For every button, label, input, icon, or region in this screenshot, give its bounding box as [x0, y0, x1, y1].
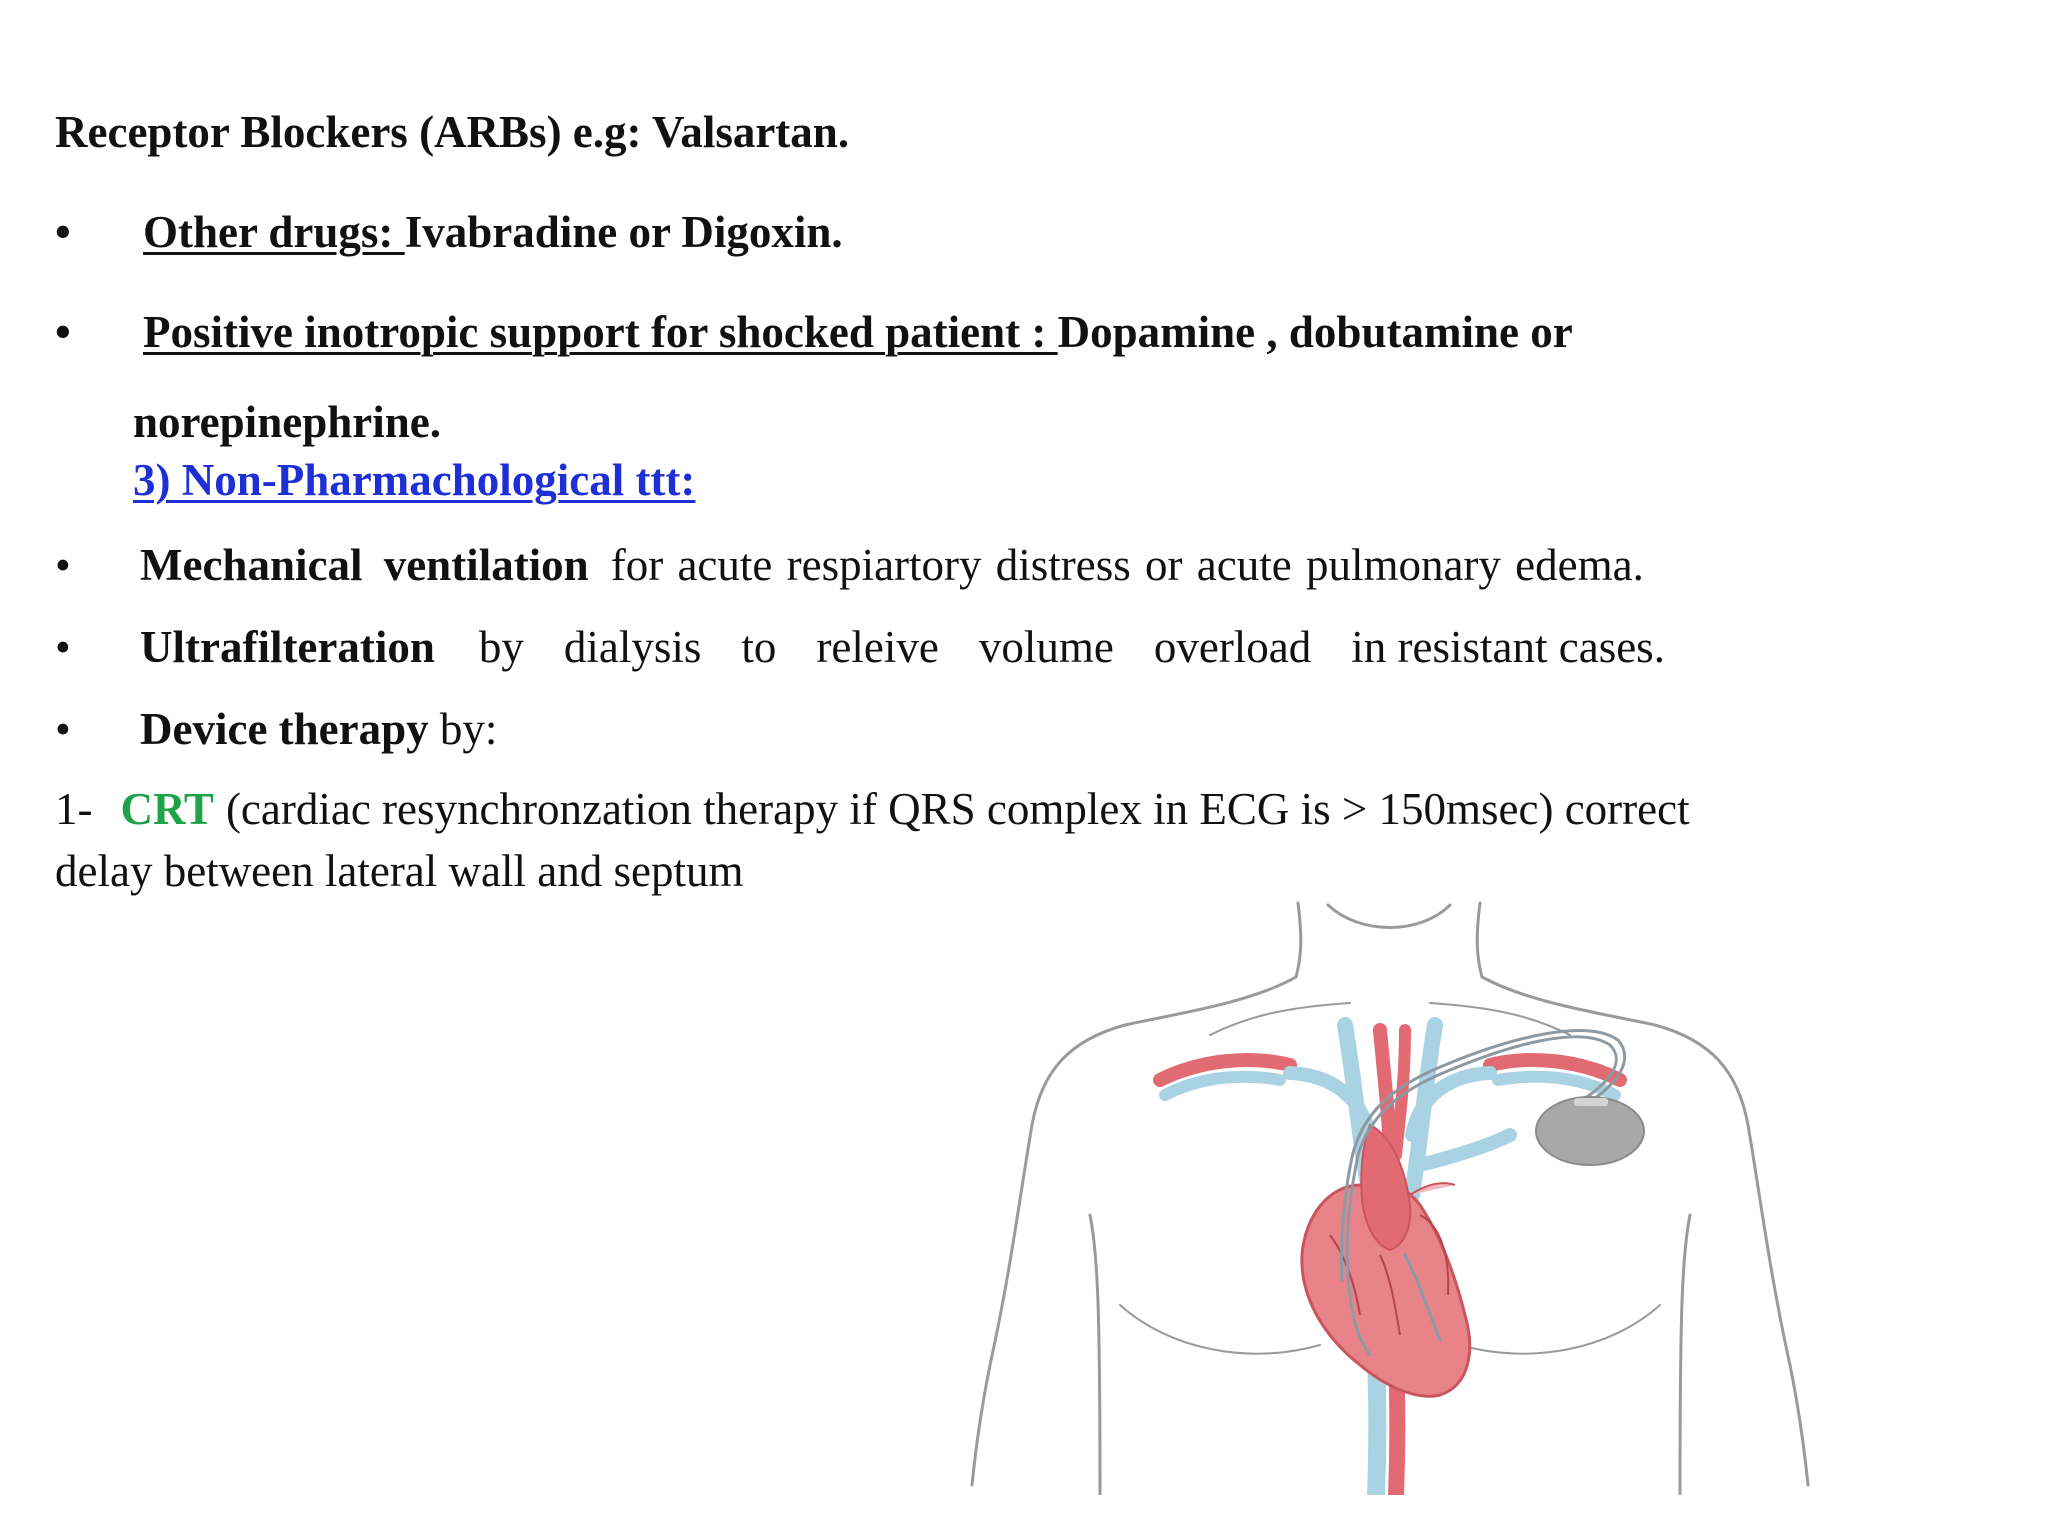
device-therapy-line: [55, 704, 498, 754]
ultra-word: dialysis: [563, 622, 702, 672]
inotropic-label: • Positive inotropic support for shocked patient :: [55, 307, 1058, 357]
crt-prefix: 1-: [55, 784, 93, 834]
crt-device-icon: [1536, 1097, 1644, 1165]
mechanical-ventilation-line: [55, 540, 1644, 590]
other-drugs-label: • Other drugs:: [55, 207, 405, 257]
arbs-line: [55, 107, 850, 157]
device-therapy-text: by:: [428, 704, 498, 754]
section-heading-line: [133, 455, 696, 505]
bullet-icon: •: [55, 307, 71, 357]
chest-heart-crt-illustration: [950, 895, 1830, 1495]
other-drugs-text: Ivabradine or Digoxin.: [404, 207, 843, 257]
mechanical-ventilation-label: Mechanical ventilation: [140, 540, 589, 590]
ultrafilteration-line: [55, 622, 1665, 672]
inotropic-line: [55, 307, 1573, 357]
arbs-text: Receptor Blockers (ARBs) e.g: Valsartan.: [55, 107, 850, 157]
crt-text: (cardiac resynchronzation therapy if QRS complex in ECG is > 150msec) correct: [225, 784, 1690, 834]
ultra-word: overload: [1153, 622, 1312, 672]
ultra-word: releive: [816, 622, 939, 672]
ultrafilteration-label: Ultrafilteration: [140, 622, 435, 672]
bullet-icon: •: [55, 622, 71, 672]
crt-continuation: delay between lateral wall and septum: [55, 846, 744, 896]
crt-line: [55, 784, 1690, 834]
bullet-icon: •: [55, 540, 71, 590]
mechanical-ventilation-text: for acute respiartory distress or acute pulmonary edema.: [610, 540, 1644, 590]
other-drugs-line: [55, 207, 843, 257]
device-therapy-label: Device therapy: [140, 704, 429, 754]
inotropic-text: Dopamine , dobutamine or: [1057, 307, 1573, 357]
crt-label: CRT: [120, 784, 214, 834]
section-heading[interactable]: 3) Non-Pharmachological ttt:: [133, 455, 696, 505]
bullet-icon: •: [55, 704, 71, 754]
ultra-word: volume: [978, 622, 1114, 672]
bullet-icon: •: [55, 207, 71, 257]
ultra-word: in resistant cases.: [1351, 622, 1665, 672]
inotropic-continuation: norepinephrine.: [133, 397, 441, 447]
ultra-word: by: [478, 622, 524, 672]
ultra-word: to: [741, 622, 777, 672]
